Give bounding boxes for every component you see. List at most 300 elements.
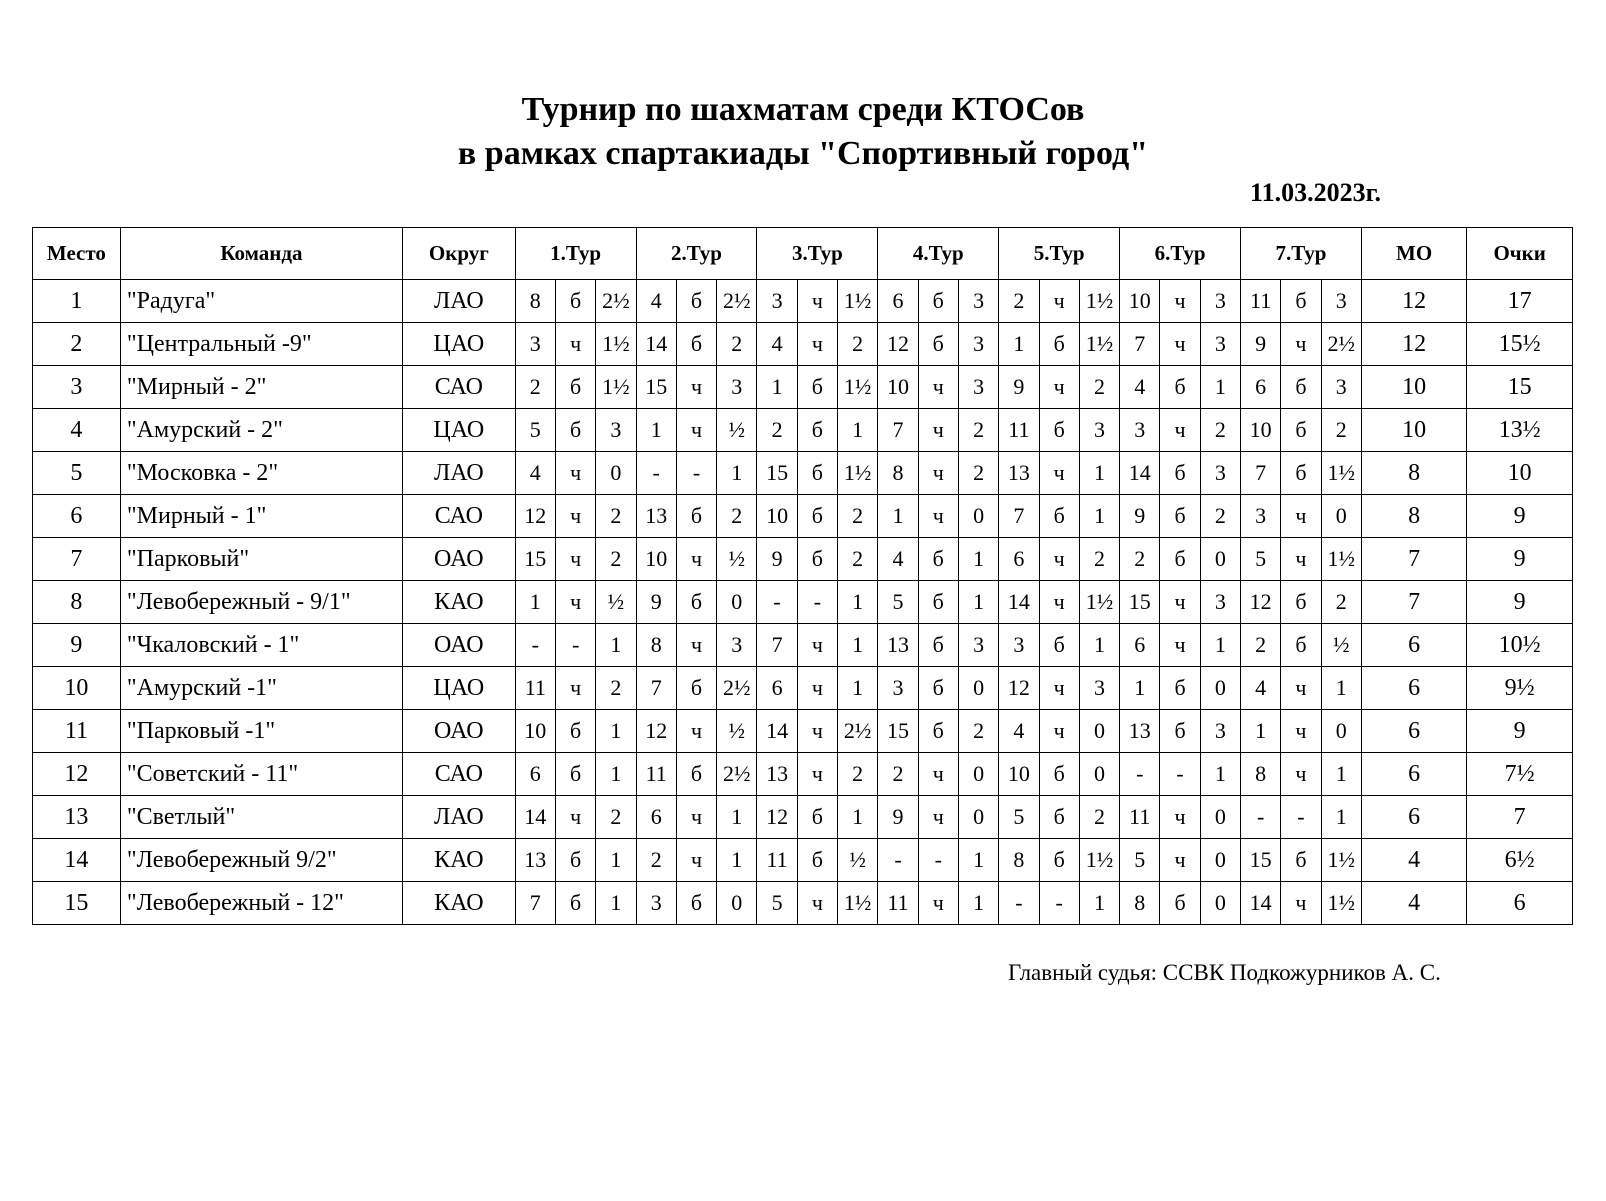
round-7-color-cell: б (1281, 452, 1321, 495)
round-6-score-cell: 1 (1200, 753, 1240, 796)
round-3-score-cell: 2 (838, 538, 878, 581)
round-7-opponent-cell: 8 (1241, 753, 1281, 796)
round-5-color-cell: ч (1039, 452, 1079, 495)
district-cell: ЛАО (403, 796, 516, 839)
round-1-score-cell: 1½ (596, 323, 636, 366)
mo-cell: 10 (1361, 366, 1466, 409)
round-3-color-cell: б (797, 366, 837, 409)
points-cell: 13½ (1467, 409, 1573, 452)
table-row (33, 710, 1573, 753)
round-4-opponent-cell: 7 (878, 409, 918, 452)
round-3-color-cell: б (797, 538, 837, 581)
header-row (33, 228, 1573, 280)
round-3-opponent-cell: 6 (757, 667, 797, 710)
round-7-color-cell: - (1281, 796, 1321, 839)
header-district: Округ (403, 228, 516, 280)
points-cell: 6 (1467, 882, 1573, 925)
round-2-score-cell: 3 (717, 624, 757, 667)
round-6-color-cell: ч (1160, 839, 1200, 882)
round-2-opponent-cell: 1 (636, 409, 676, 452)
round-4-opponent-cell: 1 (878, 495, 918, 538)
table-row (33, 753, 1573, 796)
mo-cell: 4 (1361, 839, 1466, 882)
round-5-color-cell: б (1039, 323, 1079, 366)
round-5-opponent-cell: 4 (999, 710, 1039, 753)
round-6-color-cell: б (1160, 538, 1200, 581)
table-row (33, 495, 1573, 538)
round-1-color-cell: ч (555, 323, 595, 366)
place-cell: 4 (33, 409, 121, 452)
round-2-score-cell: 1 (717, 452, 757, 495)
round-3-opponent-cell: 7 (757, 624, 797, 667)
district-cell: САО (403, 366, 516, 409)
round-1-opponent-cell: 13 (515, 839, 555, 882)
round-2-score-cell: 2½ (717, 753, 757, 796)
round-6-opponent-cell: 11 (1120, 796, 1160, 839)
round-4-color-cell: б (918, 323, 958, 366)
round-3-color-cell: б (797, 839, 837, 882)
round-1-opponent-cell: 6 (515, 753, 555, 796)
round-2-opponent-cell: 14 (636, 323, 676, 366)
round-3-color-cell: ч (797, 710, 837, 753)
round-5-opponent-cell: 12 (999, 667, 1039, 710)
place-cell: 10 (33, 667, 121, 710)
round-5-opponent-cell: 1 (999, 323, 1039, 366)
round-2-opponent-cell: 9 (636, 581, 676, 624)
round-3-score-cell: 2 (838, 495, 878, 538)
round-6-opponent-cell: 3 (1120, 409, 1160, 452)
round-1-opponent-cell: 7 (515, 882, 555, 925)
round-1-color-cell: б (555, 753, 595, 796)
round-6-color-cell: б (1160, 495, 1200, 538)
round-4-opponent-cell: 12 (878, 323, 918, 366)
round-2-score-cell: ½ (717, 538, 757, 581)
round-4-color-cell: б (918, 667, 958, 710)
round-3-score-cell: 1 (838, 409, 878, 452)
points-cell: 10 (1467, 452, 1573, 495)
round-6-opponent-cell: 14 (1120, 452, 1160, 495)
round-2-color-cell: ч (676, 409, 716, 452)
round-2-opponent-cell: 3 (636, 882, 676, 925)
team-cell: "Левобережный 9/2" (120, 839, 402, 882)
round-4-color-cell: ч (918, 409, 958, 452)
district-cell: ОАО (403, 624, 516, 667)
round-4-color-cell: ч (918, 495, 958, 538)
round-7-score-cell: 0 (1321, 710, 1361, 753)
district-cell: ЦАО (403, 323, 516, 366)
round-7-opponent-cell: 5 (1241, 538, 1281, 581)
round-4-score-cell: 1 (958, 839, 998, 882)
points-cell: 6½ (1467, 839, 1573, 882)
round-6-score-cell: 2 (1200, 495, 1240, 538)
round-6-opponent-cell: 9 (1120, 495, 1160, 538)
place-cell: 8 (33, 581, 121, 624)
round-4-color-cell: б (918, 710, 958, 753)
round-4-color-cell: б (918, 280, 958, 323)
round-4-opponent-cell: 15 (878, 710, 918, 753)
round-4-score-cell: 0 (958, 495, 998, 538)
team-cell: "Чкаловский - 1" (120, 624, 402, 667)
round-4-color-cell: - (918, 839, 958, 882)
round-6-color-cell: б (1160, 366, 1200, 409)
round-7-color-cell: ч (1281, 323, 1321, 366)
round-6-opponent-cell: 4 (1120, 366, 1160, 409)
round-3-opponent-cell: 14 (757, 710, 797, 753)
round-1-score-cell: 2½ (596, 280, 636, 323)
round-2-score-cell: 2½ (717, 667, 757, 710)
round-7-score-cell: 2 (1321, 581, 1361, 624)
round-3-opponent-cell: 1 (757, 366, 797, 409)
round-1-score-cell: 3 (596, 409, 636, 452)
round-3-opponent-cell: 11 (757, 839, 797, 882)
round-5-color-cell: ч (1039, 280, 1079, 323)
round-7-color-cell: б (1281, 366, 1321, 409)
round-7-color-cell: ч (1281, 882, 1321, 925)
round-4-score-cell: 2 (958, 452, 998, 495)
table-row (33, 366, 1573, 409)
round-2-opponent-cell: 6 (636, 796, 676, 839)
round-2-color-cell: б (676, 753, 716, 796)
round-4-color-cell: б (918, 581, 958, 624)
round-6-color-cell: ч (1160, 581, 1200, 624)
round-6-opponent-cell: 2 (1120, 538, 1160, 581)
round-6-color-cell: - (1160, 753, 1200, 796)
round-5-opponent-cell: 10 (999, 753, 1039, 796)
round-5-score-cell: 2 (1079, 538, 1119, 581)
round-1-score-cell: 2 (596, 495, 636, 538)
round-2-color-cell: б (676, 280, 716, 323)
mo-cell: 4 (1361, 882, 1466, 925)
round-3-opponent-cell: 12 (757, 796, 797, 839)
round-7-score-cell: 2 (1321, 409, 1361, 452)
round-7-score-cell: 1½ (1321, 839, 1361, 882)
round-6-color-cell: ч (1160, 280, 1200, 323)
round-3-score-cell: 1½ (838, 280, 878, 323)
header-mo: МО (1361, 228, 1466, 280)
round-5-opponent-cell: 13 (999, 452, 1039, 495)
round-3-color-cell: б (797, 495, 837, 538)
round-2-color-cell: б (676, 882, 716, 925)
round-5-score-cell: 0 (1079, 710, 1119, 753)
round-1-score-cell: 1 (596, 882, 636, 925)
round-6-opponent-cell: 7 (1120, 323, 1160, 366)
round-5-opponent-cell: 7 (999, 495, 1039, 538)
district-cell: КАО (403, 581, 516, 624)
round-4-opponent-cell: - (878, 839, 918, 882)
round-5-color-cell: б (1039, 796, 1079, 839)
round-6-score-cell: 0 (1200, 667, 1240, 710)
table-row (33, 882, 1573, 925)
round-7-opponent-cell: 7 (1241, 452, 1281, 495)
round-7-score-cell: 3 (1321, 366, 1361, 409)
round-7-color-cell: ч (1281, 538, 1321, 581)
team-cell: "Амурский -1" (120, 667, 402, 710)
round-4-color-cell: ч (918, 796, 958, 839)
round-7-opponent-cell: 2 (1241, 624, 1281, 667)
round-4-score-cell: 2 (958, 710, 998, 753)
round-3-color-cell: ч (797, 624, 837, 667)
round-1-opponent-cell: 8 (515, 280, 555, 323)
round-3-color-cell: - (797, 581, 837, 624)
round-2-opponent-cell: - (636, 452, 676, 495)
round-1-score-cell: ½ (596, 581, 636, 624)
place-cell: 15 (33, 882, 121, 925)
round-7-color-cell: б (1281, 624, 1321, 667)
round-6-score-cell: 3 (1200, 581, 1240, 624)
round-5-color-cell: ч (1039, 366, 1079, 409)
round-2-opponent-cell: 7 (636, 667, 676, 710)
header-round-5: 5.Тур (999, 228, 1120, 280)
round-4-opponent-cell: 11 (878, 882, 918, 925)
mo-cell: 12 (1361, 323, 1466, 366)
round-6-opponent-cell: 10 (1120, 280, 1160, 323)
round-5-opponent-cell: 9 (999, 366, 1039, 409)
round-1-score-cell: 2 (596, 667, 636, 710)
district-cell: ЛАО (403, 452, 516, 495)
team-cell: "Амурский - 2" (120, 409, 402, 452)
round-4-score-cell: 3 (958, 280, 998, 323)
round-7-score-cell: 1½ (1321, 538, 1361, 581)
place-cell: 7 (33, 538, 121, 581)
round-6-color-cell: ч (1160, 323, 1200, 366)
round-4-score-cell: 0 (958, 753, 998, 796)
team-cell: "Мирный - 1" (120, 495, 402, 538)
mo-cell: 8 (1361, 452, 1466, 495)
round-1-color-cell: б (555, 839, 595, 882)
round-7-color-cell: б (1281, 839, 1321, 882)
place-cell: 3 (33, 366, 121, 409)
round-6-opponent-cell: 15 (1120, 581, 1160, 624)
points-cell: 7 (1467, 796, 1573, 839)
table-row (33, 538, 1573, 581)
mo-cell: 10 (1361, 409, 1466, 452)
round-5-opponent-cell: 11 (999, 409, 1039, 452)
round-5-opponent-cell: 5 (999, 796, 1039, 839)
page-subtitle: в рамках спартакиады "Спортивный город" (457, 135, 1149, 172)
round-5-score-cell: 1 (1079, 624, 1119, 667)
mo-cell: 7 (1361, 538, 1466, 581)
round-1-score-cell: 2 (596, 538, 636, 581)
round-7-opponent-cell: 9 (1241, 323, 1281, 366)
round-2-score-cell: 2 (717, 495, 757, 538)
round-1-score-cell: 0 (596, 452, 636, 495)
round-3-score-cell: 2 (838, 323, 878, 366)
round-4-color-cell: б (918, 538, 958, 581)
round-7-color-cell: ч (1281, 753, 1321, 796)
round-2-score-cell: ½ (717, 710, 757, 753)
team-cell: "Светлый" (120, 796, 402, 839)
round-3-score-cell: 1 (838, 667, 878, 710)
round-5-score-cell: 3 (1079, 409, 1119, 452)
round-1-opponent-cell: 3 (515, 323, 555, 366)
round-3-score-cell: 1 (838, 581, 878, 624)
round-5-opponent-cell: 2 (999, 280, 1039, 323)
round-3-score-cell: 1 (838, 796, 878, 839)
round-4-color-cell: ч (918, 366, 958, 409)
round-3-score-cell: 1½ (838, 366, 878, 409)
table-row (33, 409, 1573, 452)
round-7-score-cell: 1 (1321, 796, 1361, 839)
round-4-opponent-cell: 6 (878, 280, 918, 323)
table-row (33, 280, 1573, 323)
round-2-color-cell: ч (676, 839, 716, 882)
round-5-score-cell: 0 (1079, 753, 1119, 796)
round-5-score-cell: 1½ (1079, 839, 1119, 882)
round-4-opponent-cell: 13 (878, 624, 918, 667)
round-4-score-cell: 0 (958, 667, 998, 710)
points-cell: 15 (1467, 366, 1573, 409)
points-cell: 9 (1467, 710, 1573, 753)
round-2-color-cell: б (676, 667, 716, 710)
table-row (33, 796, 1573, 839)
round-1-color-cell: ч (555, 667, 595, 710)
round-1-opponent-cell: 11 (515, 667, 555, 710)
round-1-score-cell: 1½ (596, 366, 636, 409)
mo-cell: 12 (1361, 280, 1466, 323)
table-row (33, 452, 1573, 495)
round-5-color-cell: ч (1039, 538, 1079, 581)
round-5-opponent-cell: 3 (999, 624, 1039, 667)
round-3-color-cell: б (797, 409, 837, 452)
round-1-opponent-cell: 5 (515, 409, 555, 452)
round-5-score-cell: 1 (1079, 452, 1119, 495)
round-5-color-cell: б (1039, 839, 1079, 882)
mo-cell: 7 (1361, 581, 1466, 624)
points-cell: 9½ (1467, 667, 1573, 710)
round-6-opponent-cell: 8 (1120, 882, 1160, 925)
round-1-color-cell: ч (555, 796, 595, 839)
round-7-opponent-cell: 11 (1241, 280, 1281, 323)
round-1-color-cell: б (555, 882, 595, 925)
round-2-color-cell: б (676, 495, 716, 538)
points-cell: 15½ (1467, 323, 1573, 366)
district-cell: КАО (403, 882, 516, 925)
round-7-score-cell: 1½ (1321, 452, 1361, 495)
team-cell: "Левобережный - 12" (120, 882, 402, 925)
round-5-opponent-cell: 8 (999, 839, 1039, 882)
round-3-score-cell: 1½ (838, 452, 878, 495)
round-1-opponent-cell: 14 (515, 796, 555, 839)
round-3-score-cell: ½ (838, 839, 878, 882)
tournament-date: 11.03.2023г. (1250, 178, 1381, 207)
round-2-opponent-cell: 12 (636, 710, 676, 753)
round-1-opponent-cell: - (515, 624, 555, 667)
page-title: Турнир по шахматам среди КТОСов (521, 91, 1085, 128)
round-1-score-cell: 1 (596, 624, 636, 667)
round-5-score-cell: 1 (1079, 882, 1119, 925)
round-6-score-cell: 0 (1200, 796, 1240, 839)
round-7-score-cell: ½ (1321, 624, 1361, 667)
place-cell: 6 (33, 495, 121, 538)
table-row (33, 839, 1573, 882)
header-place: Место (33, 228, 121, 280)
round-5-score-cell: 1½ (1079, 323, 1119, 366)
round-3-opponent-cell: 4 (757, 323, 797, 366)
place-cell: 9 (33, 624, 121, 667)
round-3-opponent-cell: 2 (757, 409, 797, 452)
points-cell: 17 (1467, 280, 1573, 323)
round-6-score-cell: 1 (1200, 624, 1240, 667)
mo-cell: 6 (1361, 624, 1466, 667)
round-1-color-cell: ч (555, 581, 595, 624)
round-1-color-cell: ч (555, 538, 595, 581)
place-cell: 12 (33, 753, 121, 796)
round-6-opponent-cell: 13 (1120, 710, 1160, 753)
round-6-opponent-cell: 6 (1120, 624, 1160, 667)
round-2-color-cell: ч (676, 366, 716, 409)
round-1-color-cell: - (555, 624, 595, 667)
round-7-opponent-cell: 10 (1241, 409, 1281, 452)
round-2-opponent-cell: 10 (636, 538, 676, 581)
team-cell: "Радуга" (120, 280, 402, 323)
round-5-score-cell: 2 (1079, 796, 1119, 839)
round-2-score-cell: 1 (717, 839, 757, 882)
round-1-opponent-cell: 12 (515, 495, 555, 538)
mo-cell: 6 (1361, 710, 1466, 753)
round-1-color-cell: б (555, 409, 595, 452)
header-round-2: 2.Тур (636, 228, 757, 280)
round-3-color-cell: б (797, 452, 837, 495)
round-6-score-cell: 3 (1200, 710, 1240, 753)
round-2-score-cell: 1 (717, 796, 757, 839)
round-2-color-cell: ч (676, 796, 716, 839)
round-5-color-cell: б (1039, 495, 1079, 538)
round-6-color-cell: ч (1160, 796, 1200, 839)
round-7-opponent-cell: 15 (1241, 839, 1281, 882)
place-cell: 1 (33, 280, 121, 323)
round-4-score-cell: 1 (958, 882, 998, 925)
points-cell: 9 (1467, 581, 1573, 624)
round-5-score-cell: 1 (1079, 495, 1119, 538)
points-cell: 9 (1467, 538, 1573, 581)
round-6-color-cell: ч (1160, 624, 1200, 667)
round-6-score-cell: 3 (1200, 452, 1240, 495)
mo-cell: 6 (1361, 796, 1466, 839)
round-7-opponent-cell: 3 (1241, 495, 1281, 538)
round-4-color-cell: ч (918, 452, 958, 495)
round-1-score-cell: 2 (596, 796, 636, 839)
round-3-color-cell: ч (797, 753, 837, 796)
round-1-color-cell: б (555, 366, 595, 409)
round-6-opponent-cell: 1 (1120, 667, 1160, 710)
points-cell: 10½ (1467, 624, 1573, 667)
round-6-score-cell: 0 (1200, 538, 1240, 581)
round-1-opponent-cell: 2 (515, 366, 555, 409)
round-4-opponent-cell: 10 (878, 366, 918, 409)
round-2-score-cell: 2 (717, 323, 757, 366)
round-7-opponent-cell: - (1241, 796, 1281, 839)
round-6-color-cell: ч (1160, 409, 1200, 452)
round-7-color-cell: ч (1281, 495, 1321, 538)
table-row (33, 581, 1573, 624)
round-3-color-cell: ч (797, 323, 837, 366)
header-team: Команда (120, 228, 402, 280)
round-1-score-cell: 1 (596, 839, 636, 882)
team-cell: "Центральный -9" (120, 323, 402, 366)
round-6-score-cell: 0 (1200, 882, 1240, 925)
round-4-score-cell: 0 (958, 796, 998, 839)
round-3-score-cell: 1 (838, 624, 878, 667)
header-round-1: 1.Тур (515, 228, 636, 280)
round-3-color-cell: б (797, 796, 837, 839)
round-2-opponent-cell: 15 (636, 366, 676, 409)
place-cell: 5 (33, 452, 121, 495)
round-1-opponent-cell: 4 (515, 452, 555, 495)
round-6-score-cell: 0 (1200, 839, 1240, 882)
round-7-score-cell: 3 (1321, 280, 1361, 323)
points-cell: 9 (1467, 495, 1573, 538)
round-6-color-cell: б (1160, 667, 1200, 710)
